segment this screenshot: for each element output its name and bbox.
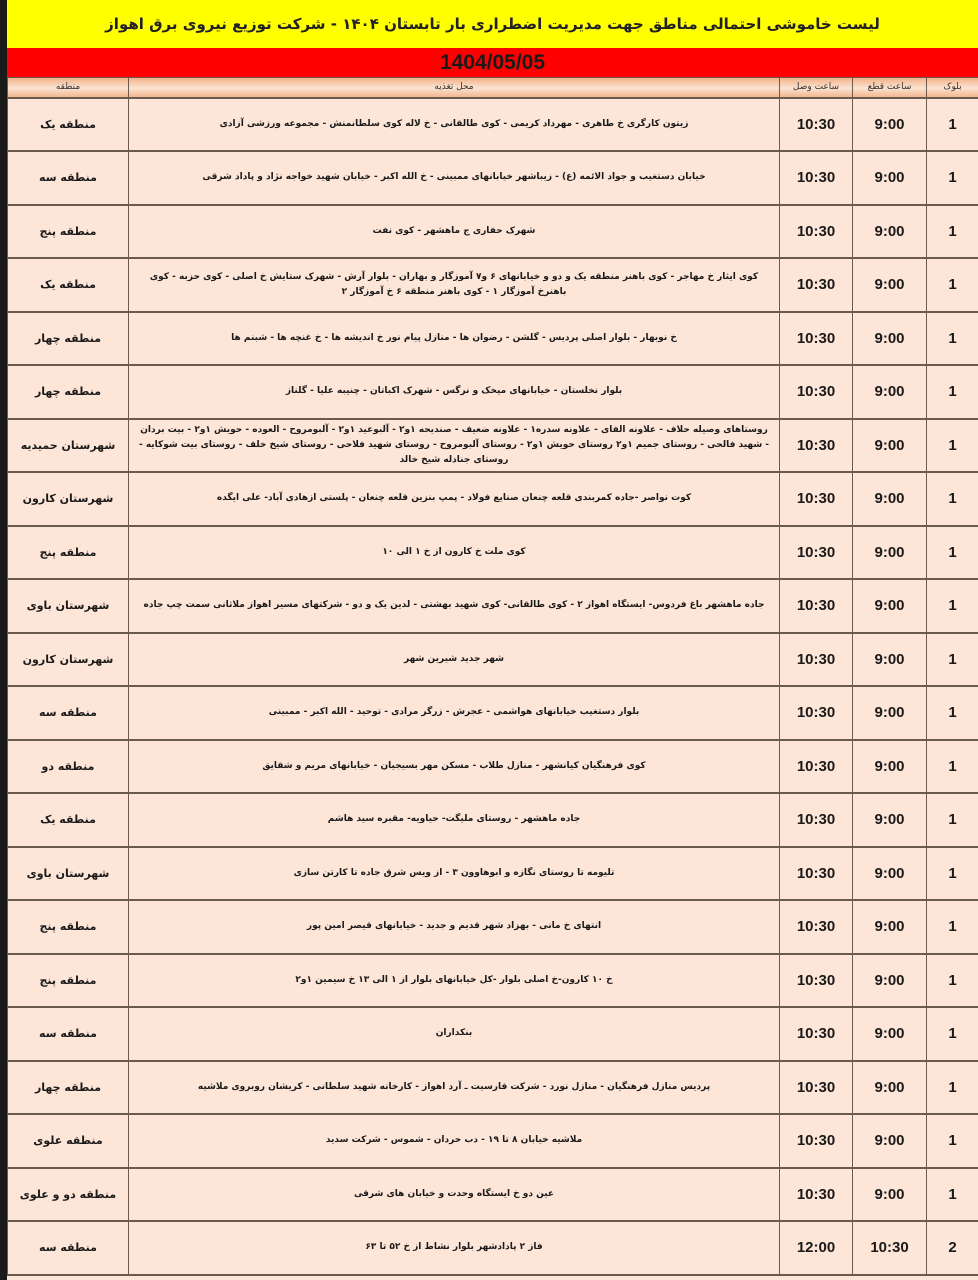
block-cell: 2 bbox=[927, 1221, 978, 1275]
region-cell: منطقه دو و علوی bbox=[8, 1168, 129, 1222]
table-row bbox=[8, 686, 978, 740]
cut-time-cell: 9:00 bbox=[853, 954, 927, 1008]
connect-time-cell: 10:30 bbox=[780, 579, 853, 633]
region-cell: منطقه یک bbox=[8, 98, 129, 152]
block-cell: 1 bbox=[927, 954, 978, 1008]
table-row bbox=[8, 1061, 978, 1115]
table-row bbox=[8, 633, 978, 687]
block-cell: 1 bbox=[927, 98, 978, 152]
cut-time-cell: 9:00 bbox=[853, 365, 927, 419]
block-cell: 1 bbox=[927, 205, 978, 259]
region-cell: منطقه یک bbox=[8, 258, 129, 312]
table-row bbox=[8, 900, 978, 954]
connect-time-cell: 10:30 bbox=[780, 847, 853, 901]
block-cell: 1 bbox=[927, 151, 978, 205]
block-cell: 1 bbox=[927, 633, 978, 687]
location-cell: تلیومه تا روستای نگازه و ابوهاوون ۳ - از ویس شرق جاده تا کارتن سازی bbox=[129, 847, 780, 901]
region-cell: شهرستان حمیدیه bbox=[8, 419, 129, 473]
region-cell: منطقه چهار bbox=[8, 312, 129, 366]
cut-time-cell: 9:00 bbox=[853, 847, 927, 901]
connect-time-cell: 10:30 bbox=[780, 1007, 853, 1061]
table-row bbox=[8, 1221, 978, 1275]
block-cell: 1 bbox=[927, 793, 978, 847]
connect-time-cell: 10:30 bbox=[780, 151, 853, 205]
table-row bbox=[8, 526, 978, 580]
cut-time-cell: 9:00 bbox=[853, 793, 927, 847]
block-cell: 1 bbox=[927, 1061, 978, 1115]
block-cell: 1 bbox=[927, 900, 978, 954]
region-cell: منطقه یک bbox=[8, 793, 129, 847]
region-cell: منطقه سه bbox=[8, 1007, 129, 1061]
region-cell: منطقه علوی bbox=[8, 1114, 129, 1168]
location-cell: خیابان دستغیب و جواد الائمه (ع) - زیباشهر خیابانهای ممبینی - خ الله اکبر - خیابان شهید خواجه نژاد و پاداد شرقی bbox=[129, 151, 780, 205]
connect-time-cell: 10:30 bbox=[780, 98, 853, 152]
table-body bbox=[8, 98, 978, 1275]
connect-time-cell: 10:30 bbox=[780, 419, 853, 473]
location-cell: بلوار دستغیب خیابانهای هواشمی - عجرش - زرگر مرادی - توحید - الله اکبر - ممبینی bbox=[129, 686, 780, 740]
table-row bbox=[8, 312, 978, 366]
cut-time-cell: 9:00 bbox=[853, 579, 927, 633]
cut-time-cell: 9:00 bbox=[853, 312, 927, 366]
region-cell: منطقه پنج bbox=[8, 954, 129, 1008]
block-cell: 1 bbox=[927, 472, 978, 526]
table-row bbox=[8, 472, 978, 526]
cut-time-cell: 9:00 bbox=[853, 1114, 927, 1168]
region-cell: منطقه پنج bbox=[8, 900, 129, 954]
cut-time-cell: 9:00 bbox=[853, 1168, 927, 1222]
table-row bbox=[8, 740, 978, 794]
region-cell: شهرستان کارون bbox=[8, 633, 129, 687]
cut-time-cell: 9:00 bbox=[853, 1007, 927, 1061]
block-cell: 1 bbox=[927, 419, 978, 473]
table-row bbox=[8, 847, 978, 901]
header-block: بلوک bbox=[927, 78, 978, 98]
cut-time-cell: 10:30 bbox=[853, 1221, 927, 1275]
location-cell: بلوار نخلستان - خیابانهای میخک و نرگس - شهرک اکباتان - چنیبه علیا - گلناز bbox=[129, 365, 780, 419]
region-cell: منطقه چهار bbox=[8, 1061, 129, 1115]
location-cell: جاده ماهشهر باغ فردوس- ایستگاه اهواز ۲ - کوی طالقانی- کوی شهید بهشتی - لدین یک و دو - شرکتهای مسیر اهواز ملاثانی سمت چپ جاده bbox=[129, 579, 780, 633]
cut-time-cell: 9:00 bbox=[853, 205, 927, 259]
cut-time-cell: 9:00 bbox=[853, 1061, 927, 1115]
table-header-row bbox=[8, 78, 978, 98]
location-cell: زیتون کارگری خ طاهری - مهرداد کریمی - کوی طالقانی - خ لاله کوی سلطانمنش - مجموعه ورزشی آزادی bbox=[129, 98, 780, 152]
region-cell: منطقه پنج bbox=[8, 526, 129, 580]
table-row bbox=[8, 98, 978, 152]
cut-time-cell: 9:00 bbox=[853, 740, 927, 794]
block-cell: 1 bbox=[927, 1007, 978, 1061]
connect-time-cell: 10:30 bbox=[780, 954, 853, 1008]
block-cell: 1 bbox=[927, 1168, 978, 1222]
region-cell: منطقه سه bbox=[8, 151, 129, 205]
table-row bbox=[8, 1168, 978, 1222]
location-cell: کوی ایثار خ مهاجر - کوی باهنر منطقه یک و دو و خیابانهای ۶ و۷ آموزگار و بهاران - بلوار آرش - شهرک ستایش خ اصلی - کوی حزبه - کوی باهنرخ آموزگار ۱ - کوی باهنر منطقه ۶ خ آموزگار ۲ bbox=[129, 258, 780, 312]
block-cell: 1 bbox=[927, 1114, 978, 1168]
connect-time-cell: 10:30 bbox=[780, 686, 853, 740]
block-cell: 1 bbox=[927, 258, 978, 312]
connect-time-cell: 10:30 bbox=[780, 526, 853, 580]
location-cell: جاده ماهشهر - روستای ملیگت- حیاویه- مقبره سید هاشم bbox=[129, 793, 780, 847]
cut-time-cell: 9:00 bbox=[853, 633, 927, 687]
connect-time-cell: 10:30 bbox=[780, 793, 853, 847]
cut-time-cell: 9:00 bbox=[853, 900, 927, 954]
header-location: محل تغذیه bbox=[129, 78, 780, 98]
region-cell: منطقه سه bbox=[8, 686, 129, 740]
location-cell: انتهای خ مانی - بهزاد شهر قدیم و جدید - خیابانهای قیصر امین پور bbox=[129, 900, 780, 954]
connect-time-cell: 10:30 bbox=[780, 740, 853, 794]
region-cell: شهرستان کارون bbox=[8, 472, 129, 526]
table-row bbox=[8, 793, 978, 847]
table-row bbox=[8, 258, 978, 312]
location-cell: شهر جدید شیرین شهر bbox=[129, 633, 780, 687]
cut-time-cell: 9:00 bbox=[853, 151, 927, 205]
cut-time-cell: 9:00 bbox=[853, 472, 927, 526]
block-cell: 1 bbox=[927, 847, 978, 901]
table-row bbox=[8, 151, 978, 205]
table-row bbox=[8, 205, 978, 259]
region-cell: منطقه چهار bbox=[8, 365, 129, 419]
block-cell: 1 bbox=[927, 526, 978, 580]
location-cell: ملاشیه خیابان ۸ تا ۱۹ - دب حردان - شموس - شرکت سدید bbox=[129, 1114, 780, 1168]
table-row bbox=[8, 1114, 978, 1168]
block-cell: 1 bbox=[927, 686, 978, 740]
location-cell: فاز ۲ پادادشهر بلوار نشاط از خ ۵۲ تا ۶۳ bbox=[129, 1221, 780, 1275]
location-cell: پردیس منازل فرهنگیان - منازل نورد - شرکت فارسیت ـ آرد اهواز - کارخانه شهید سلطانی - کریشان روبروی ملاشیه bbox=[129, 1061, 780, 1115]
header-connect-time: ساعت وصل bbox=[780, 78, 853, 98]
document-title: لیست خاموشی احتمالی مناطق جهت مدیریت اضطراری بار تابستان ۱۴۰۴ - شرکت توزیع نیروی برق اهواز bbox=[7, 0, 978, 48]
header-cut-time: ساعت قطع bbox=[853, 78, 927, 98]
location-cell: کوی فرهنگیان کیانشهر - منازل طلاب - مسکن مهر بسیجیان - خیابانهای مریم و شقایق bbox=[129, 740, 780, 794]
connect-time-cell: 10:30 bbox=[780, 312, 853, 366]
table-row bbox=[8, 954, 978, 1008]
block-cell: 1 bbox=[927, 579, 978, 633]
location-cell: کوت نواصر -جاده کمربندی قلعه چنعان صنایع فولاد - پمپ بنزین قلعه چنعان - پلستی ازهادی آباد- علی ایگده bbox=[129, 472, 780, 526]
region-cell: شهرستان باوی bbox=[8, 579, 129, 633]
region-cell: منطقه سه bbox=[8, 1221, 129, 1275]
connect-time-cell: 10:30 bbox=[780, 1114, 853, 1168]
region-cell: منطقه دو bbox=[8, 740, 129, 794]
schedule-date: 1404/05/05 bbox=[7, 48, 978, 77]
connect-time-cell: 10:30 bbox=[780, 258, 853, 312]
location-cell: عین دو خ ایستگاه وحدت و خیابان های شرقی bbox=[129, 1168, 780, 1222]
connect-time-cell: 12:00 bbox=[780, 1221, 853, 1275]
block-cell: 1 bbox=[927, 740, 978, 794]
outage-schedule-page bbox=[7, 0, 978, 1280]
location-cell: کوی ملت خ کارون از خ ۱ الی ۱۰ bbox=[129, 526, 780, 580]
block-cell: 1 bbox=[927, 365, 978, 419]
connect-time-cell: 10:30 bbox=[780, 1168, 853, 1222]
region-cell: منطقه پنج bbox=[8, 205, 129, 259]
location-cell: بنکداران bbox=[129, 1007, 780, 1061]
region-cell: شهرستان باوی bbox=[8, 847, 129, 901]
location-cell: خ ۱۰ کارون-خ اصلی بلوار -کل خیابانهای بلوار از ۱ الی ۱۳ خ سیمین ۱و۲ bbox=[129, 954, 780, 1008]
connect-time-cell: 10:30 bbox=[780, 472, 853, 526]
cut-time-cell: 9:00 bbox=[853, 258, 927, 312]
cut-time-cell: 9:00 bbox=[853, 98, 927, 152]
block-cell: 1 bbox=[927, 312, 978, 366]
connect-time-cell: 10:30 bbox=[780, 633, 853, 687]
outage-table bbox=[7, 77, 978, 1276]
connect-time-cell: 10:30 bbox=[780, 1061, 853, 1115]
cut-time-cell: 9:00 bbox=[853, 526, 927, 580]
table-row bbox=[8, 365, 978, 419]
location-cell: روستاهای وصیله حلاف - علاونه الفای - علاونه سدره۱ - علاونه ضعیف - صندیحه ۱و۲ - آلبوعید ۱و۲ - آلبومروح - العوده - حویش ۱و۲ - بیت بردان - شهید فالحی - روستای جمیم ۱و۲ روستای حویش ۱و۲ - روستای آلبومروح - روستای شهید فلاحی - روستای شیخ خلف - روستای بیت شوکایه - روستای جنادله شیخ خالد bbox=[129, 419, 780, 473]
table-row bbox=[8, 579, 978, 633]
table-row bbox=[8, 419, 978, 473]
cut-time-cell: 9:00 bbox=[853, 419, 927, 473]
table-row bbox=[8, 1007, 978, 1061]
connect-time-cell: 10:30 bbox=[780, 900, 853, 954]
location-cell: خ نوبهار - بلوار اصلی پردیس - گلشن - رضوان ها - منازل پیام نور خ اندیشه ها - خ غنچه ها - شبنم ها bbox=[129, 312, 780, 366]
connect-time-cell: 10:30 bbox=[780, 205, 853, 259]
cut-time-cell: 9:00 bbox=[853, 686, 927, 740]
header-region: منطقه bbox=[8, 78, 129, 98]
connect-time-cell: 10:30 bbox=[780, 365, 853, 419]
location-cell: شهرک حفاری ج ماهشهر - کوی نفت bbox=[129, 205, 780, 259]
